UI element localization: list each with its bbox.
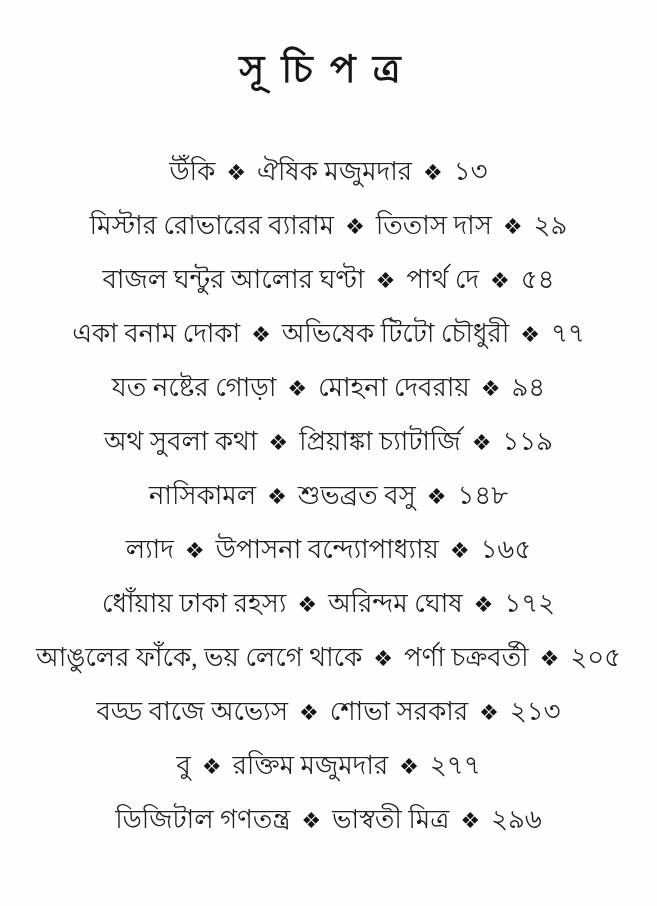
page-number: ৫৪: [520, 264, 555, 294]
author-name: পর্ণা চক্রবর্তী: [404, 642, 529, 672]
toc-entry: [0, 362, 657, 416]
story-title: ধোঁয়ায় ঢাকা রহস্য: [101, 588, 287, 618]
author-name: অভিষেক টিটো চৌধুরী: [281, 318, 510, 348]
author-name: শুভব্রত বসু: [297, 480, 416, 510]
story-title: অথ সুবলা কথা: [103, 426, 258, 456]
page-number: ১৪৮: [457, 480, 509, 510]
author-name: রক্তিম মজুমদার: [232, 750, 389, 780]
toc-entry: [0, 740, 657, 794]
author-name: অরিন্দম ঘোষ: [328, 588, 463, 618]
toc-entry: [0, 632, 657, 686]
toc-entry: [0, 254, 657, 308]
page-number: ২৯৬: [491, 804, 542, 834]
diamond-separator-icon: ❖: [345, 214, 365, 240]
toc-entry: [0, 308, 657, 362]
story-title: মিস্টার রোভারের ব্যারাম: [89, 210, 335, 240]
diamond-separator-icon: ❖: [184, 538, 205, 564]
diamond-separator-icon: ❖: [473, 592, 494, 618]
diamond-separator-icon: ❖: [299, 700, 319, 726]
page-number: ২০৫: [570, 642, 622, 672]
diamond-separator-icon: ❖: [449, 538, 470, 564]
diamond-separator-icon: ❖: [460, 808, 481, 834]
story-title: বড্ড বাজে অভ্যেস: [96, 696, 289, 726]
page-number: ১৬৫: [480, 534, 532, 564]
author-name: তিতাস দাস: [375, 210, 492, 240]
diamond-separator-icon: ❖: [399, 754, 419, 780]
story-title: আঙুলের ফাঁকে, ভয় লেগে থাকে: [35, 642, 363, 672]
diamond-separator-icon: ❖: [373, 646, 393, 672]
diamond-separator-icon: ❖: [423, 160, 443, 186]
page-number: ৯৪: [511, 372, 546, 402]
story-title: যত নষ্টের গোড়া: [111, 372, 277, 402]
author-name: প্রিয়াঙ্কা চ্যাটার্জি: [299, 426, 461, 456]
toc-entry: [0, 416, 657, 470]
toc-entry: [0, 524, 657, 578]
page-title: সূচিপত্র: [239, 49, 418, 91]
story-title: একা বনাম দোকা: [72, 318, 241, 348]
author-name: ঐষিক মজুমদার: [257, 156, 413, 186]
page-number: ২৯: [533, 210, 568, 240]
author-name: শোভা সরকার: [329, 696, 469, 726]
toc-entry: [0, 578, 657, 632]
toc-entry: [0, 470, 657, 524]
diamond-separator-icon: ❖: [471, 430, 492, 456]
diamond-separator-icon: ❖: [201, 754, 222, 780]
page-number: ৭৭: [551, 318, 585, 348]
story-title: নাসিকামল: [148, 480, 257, 510]
story-title: উঁকি: [169, 156, 216, 186]
diamond-separator-icon: ❖: [226, 160, 247, 186]
diamond-separator-icon: ❖: [479, 700, 499, 726]
story-title: বু: [176, 750, 191, 780]
toc-entry: [0, 200, 657, 254]
author-name: ভাস্বতী মিত্র: [332, 804, 450, 834]
page-number: ১১৯: [502, 426, 554, 456]
diamond-separator-icon: ❖: [251, 322, 271, 348]
page-number: ১৭২: [504, 588, 556, 618]
diamond-separator-icon: ❖: [287, 376, 308, 402]
toc-entry: [0, 794, 657, 848]
diamond-separator-icon: ❖: [426, 484, 447, 510]
diamond-separator-icon: ❖: [480, 376, 501, 402]
page-number: ১৩: [453, 156, 488, 186]
diamond-separator-icon: ❖: [490, 268, 510, 294]
story-title: ল্যাদ: [125, 534, 174, 564]
author-name: পার্থ দে: [406, 264, 480, 294]
page-number: ২১৩: [509, 696, 561, 726]
diamond-separator-icon: ❖: [297, 592, 318, 618]
story-title: ডিজিটাল গণতন্ত্র: [115, 804, 291, 834]
author-name: উপাসনা বন্দ্যোপাধ্যায়: [215, 534, 439, 564]
diamond-separator-icon: ❖: [301, 808, 322, 834]
diamond-separator-icon: ❖: [539, 646, 560, 672]
diamond-separator-icon: ❖: [267, 484, 287, 510]
diamond-separator-icon: ❖: [502, 214, 523, 240]
story-title: বাজল ঘন্টুর আলোর ঘণ্টা: [102, 264, 365, 294]
author-name: মোহনা দেবরায়: [318, 372, 470, 402]
toc-entry: [0, 686, 657, 740]
page-number: ২৭৭: [429, 750, 481, 780]
diamond-separator-icon: ❖: [375, 268, 396, 294]
toc-entry: [0, 146, 657, 200]
diamond-separator-icon: ❖: [268, 430, 289, 456]
diamond-separator-icon: ❖: [520, 322, 540, 348]
toc-list: [0, 146, 657, 848]
